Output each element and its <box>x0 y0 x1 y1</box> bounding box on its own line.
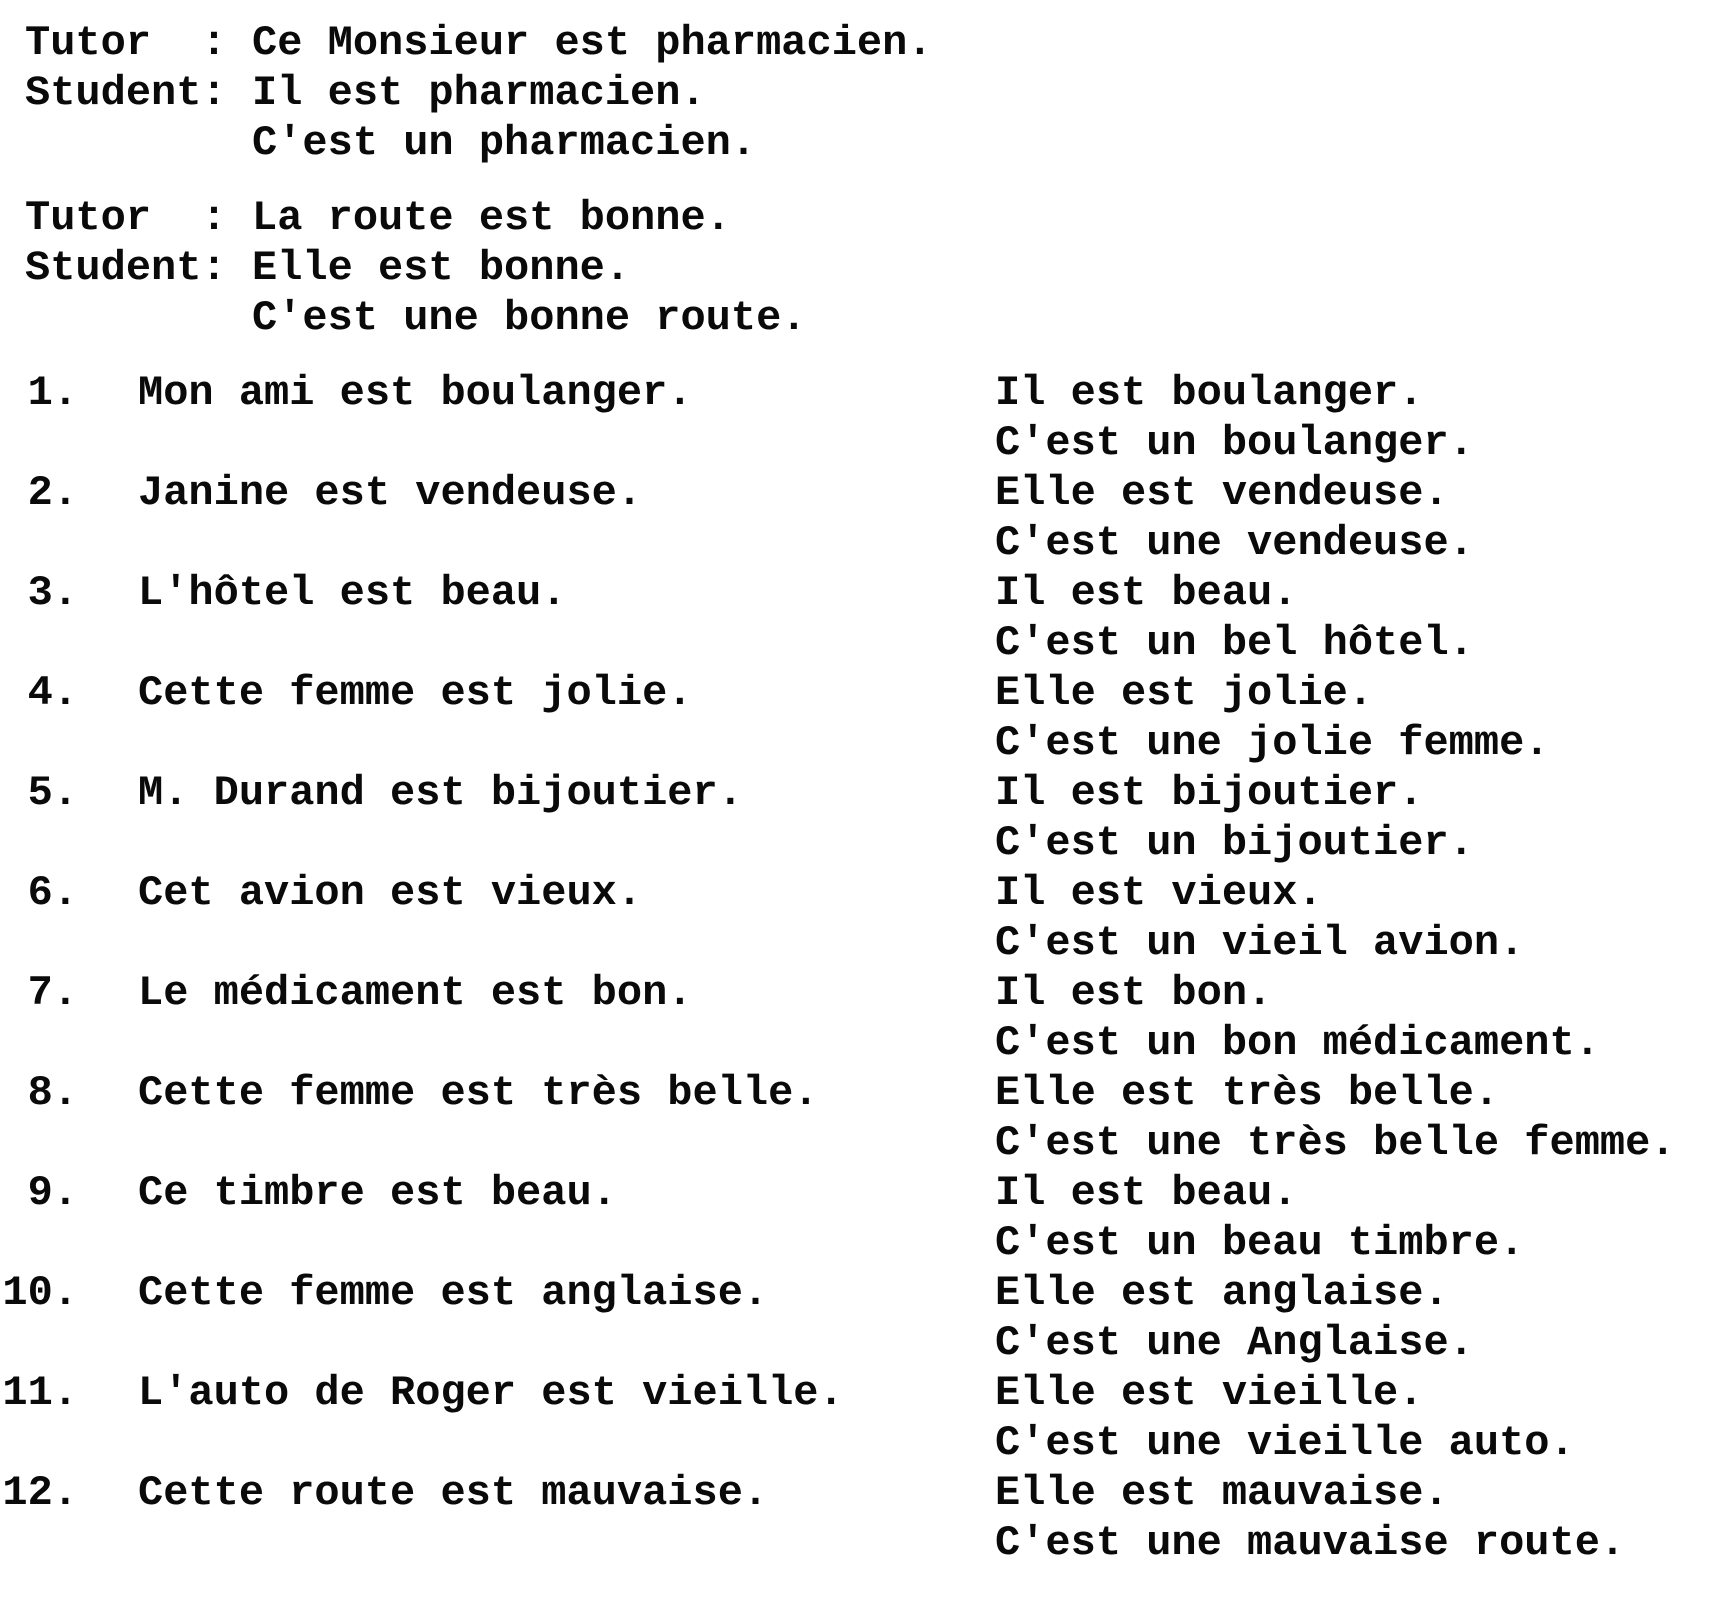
drill-item-5 <box>0 768 1712 868</box>
drill-number: 8. <box>27 1069 78 1117</box>
speaker-label <box>25 118 227 168</box>
dialogue-line <box>25 243 1712 293</box>
dialogue-line <box>25 68 1712 118</box>
speaker-label: Tutor : <box>25 19 227 67</box>
drill-prompt: Janine est vendeuse. <box>138 469 643 517</box>
drill-prompt: L'auto de Roger est vieille. <box>138 1369 844 1417</box>
drill-item-3 <box>0 568 1712 668</box>
drill-responses <box>995 768 1712 868</box>
drill-response-line-1: Elle est très belle. <box>995 1069 1500 1117</box>
drill-item-2 <box>0 468 1712 568</box>
drill-response-line-2: C'est une vieille auto. <box>995 1419 1575 1467</box>
drill-response-line-2: C'est un bijoutier. <box>995 819 1474 867</box>
drill-response-line-2: C'est une très belle femme. <box>995 1119 1676 1167</box>
drill-response-line-1: Il est beau. <box>995 1169 1298 1217</box>
drill-response-line-1: Elle est vieille. <box>995 1369 1424 1417</box>
example-dialogue-2 <box>25 193 1712 343</box>
drill-number: 4. <box>27 669 78 717</box>
drill-response-line-2: C'est un beau timbre. <box>995 1219 1525 1267</box>
drill-item-1 <box>0 368 1712 468</box>
drill-prompt: Mon ami est boulanger. <box>138 369 693 417</box>
drill-response-line-2: C'est une jolie femme. <box>995 719 1550 767</box>
dialogue-text: La route est bonne. <box>252 194 731 242</box>
dialogue-text: Il est pharmacien. <box>252 69 706 117</box>
drill-prompt: Cette route est mauvaise. <box>138 1469 769 1517</box>
drill-item-4 <box>0 668 1712 768</box>
dialogue-line <box>25 293 1712 343</box>
dialogue-text: C'est un pharmacien. <box>252 119 757 167</box>
drill-responses <box>995 368 1712 468</box>
drill-number: 9. <box>27 1169 78 1217</box>
drill-number: 5. <box>27 769 78 817</box>
drill-responses <box>995 1068 1712 1168</box>
drill-response-line-2: C'est une mauvaise route. <box>995 1519 1626 1567</box>
drill-responses <box>995 568 1712 668</box>
drill-number: 11. <box>2 1369 78 1417</box>
drill-responses <box>995 1268 1712 1368</box>
drill-response-line-1: Il est vieux. <box>995 869 1323 917</box>
drill-number: 1. <box>27 369 78 417</box>
drill-response-line-2: C'est un vieil avion. <box>995 919 1525 967</box>
drill-responses <box>995 1168 1712 1268</box>
drill-number: 6. <box>27 869 78 917</box>
drill-prompt: Le médicament est bon. <box>138 969 693 1017</box>
drill-number: 7. <box>27 969 78 1017</box>
drill-list <box>0 368 1712 1568</box>
drill-number: 3. <box>27 569 78 617</box>
drill-response-line-1: Il est boulanger. <box>995 369 1424 417</box>
drill-response-line-1: Il est beau. <box>995 569 1298 617</box>
drill-response-line-2: C'est un bon médicament. <box>995 1019 1600 1067</box>
drill-item-7 <box>0 968 1712 1068</box>
drill-response-line-1: Elle est mauvaise. <box>995 1469 1449 1517</box>
dialogue-text: Elle est bonne. <box>252 244 631 292</box>
dialogue-line <box>25 18 1712 68</box>
drill-responses <box>995 968 1712 1068</box>
dialogue-line <box>25 118 1712 168</box>
drill-prompt: Ce timbre est beau. <box>138 1169 617 1217</box>
drill-number: 12. <box>2 1469 78 1517</box>
drill-response-line-1: Elle est anglaise. <box>995 1269 1449 1317</box>
drill-response-line-1: Elle est vendeuse. <box>995 469 1449 517</box>
speaker-label: Student: <box>25 244 227 292</box>
drill-response-line-1: Elle est jolie. <box>995 669 1374 717</box>
drill-response-line-2: C'est une vendeuse. <box>995 519 1474 567</box>
drill-response-line-2: C'est une Anglaise. <box>995 1319 1474 1367</box>
drill-prompt: Cet avion est vieux. <box>138 869 643 917</box>
drill-number: 2. <box>27 469 78 517</box>
drill-item-10 <box>0 1268 1712 1368</box>
example-dialogue-1 <box>25 18 1712 168</box>
drill-response-line-2: C'est un bel hôtel. <box>995 619 1474 667</box>
drill-prompt: Cette femme est très belle. <box>138 1069 819 1117</box>
drill-response-line-2: C'est un boulanger. <box>995 419 1474 467</box>
drill-responses <box>995 1468 1712 1568</box>
drill-item-8 <box>0 1068 1712 1168</box>
speaker-label <box>25 293 227 343</box>
drill-response-line-1: Il est bijoutier. <box>995 769 1424 817</box>
drill-number: 10. <box>2 1269 78 1317</box>
drill-responses <box>995 868 1712 968</box>
drill-item-12 <box>0 1468 1712 1568</box>
dialogue-text: Ce Monsieur est pharmacien. <box>252 19 933 67</box>
drill-item-6 <box>0 868 1712 968</box>
drill-prompt: Cette femme est anglaise. <box>138 1269 769 1317</box>
drill-prompt: Cette femme est jolie. <box>138 669 693 717</box>
speaker-label: Tutor : <box>25 194 227 242</box>
dialogue-text: C'est une bonne route. <box>252 294 807 342</box>
drill-response-line-1: Il est bon. <box>995 969 1273 1017</box>
drill-responses <box>995 1368 1712 1468</box>
drill-prompt: M. Durand est bijoutier. <box>138 769 743 817</box>
drill-prompt: L'hôtel est beau. <box>138 569 567 617</box>
drill-item-11 <box>0 1368 1712 1468</box>
dialogue-line <box>25 193 1712 243</box>
drill-responses <box>995 668 1712 768</box>
speaker-label: Student: <box>25 69 227 117</box>
drill-item-9 <box>0 1168 1712 1268</box>
drill-responses <box>995 468 1712 568</box>
